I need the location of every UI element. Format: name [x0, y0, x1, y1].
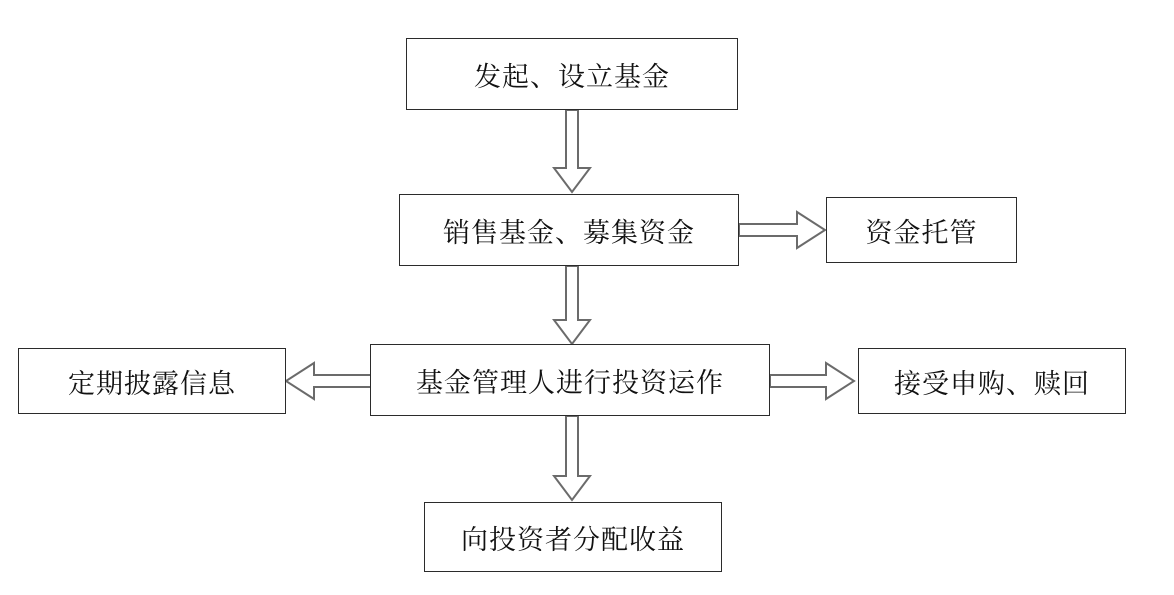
arrow-manage-to-subscribe — [770, 357, 860, 405]
node-label: 向投资者分配收益 — [461, 524, 685, 555]
node-label: 定期披露信息 — [68, 368, 236, 399]
arrow-manage-to-disclose — [286, 357, 372, 405]
arrow-manage-to-distribute — [548, 416, 596, 504]
node-distribute-income — [424, 502, 722, 572]
node-manager-investment-operation — [370, 344, 770, 416]
arrow-sell-to-custody — [739, 206, 831, 254]
node-sell-fund — [399, 194, 739, 266]
node-label: 基金管理人进行投资运作 — [416, 367, 724, 398]
node-label: 发起、设立基金 — [474, 61, 670, 92]
node-label: 资金托管 — [865, 217, 978, 248]
node-initiate-fund — [406, 38, 738, 110]
node-label: 销售基金、募集资金 — [443, 217, 695, 248]
node-fund-custody — [826, 197, 1017, 263]
arrow-initiate-to-sell — [548, 110, 596, 196]
node-subscription-redemption — [858, 348, 1126, 414]
node-label: 接受申购、赎回 — [894, 368, 1090, 399]
node-periodic-disclosure — [18, 348, 286, 414]
arrow-sell-to-manage — [548, 266, 596, 348]
